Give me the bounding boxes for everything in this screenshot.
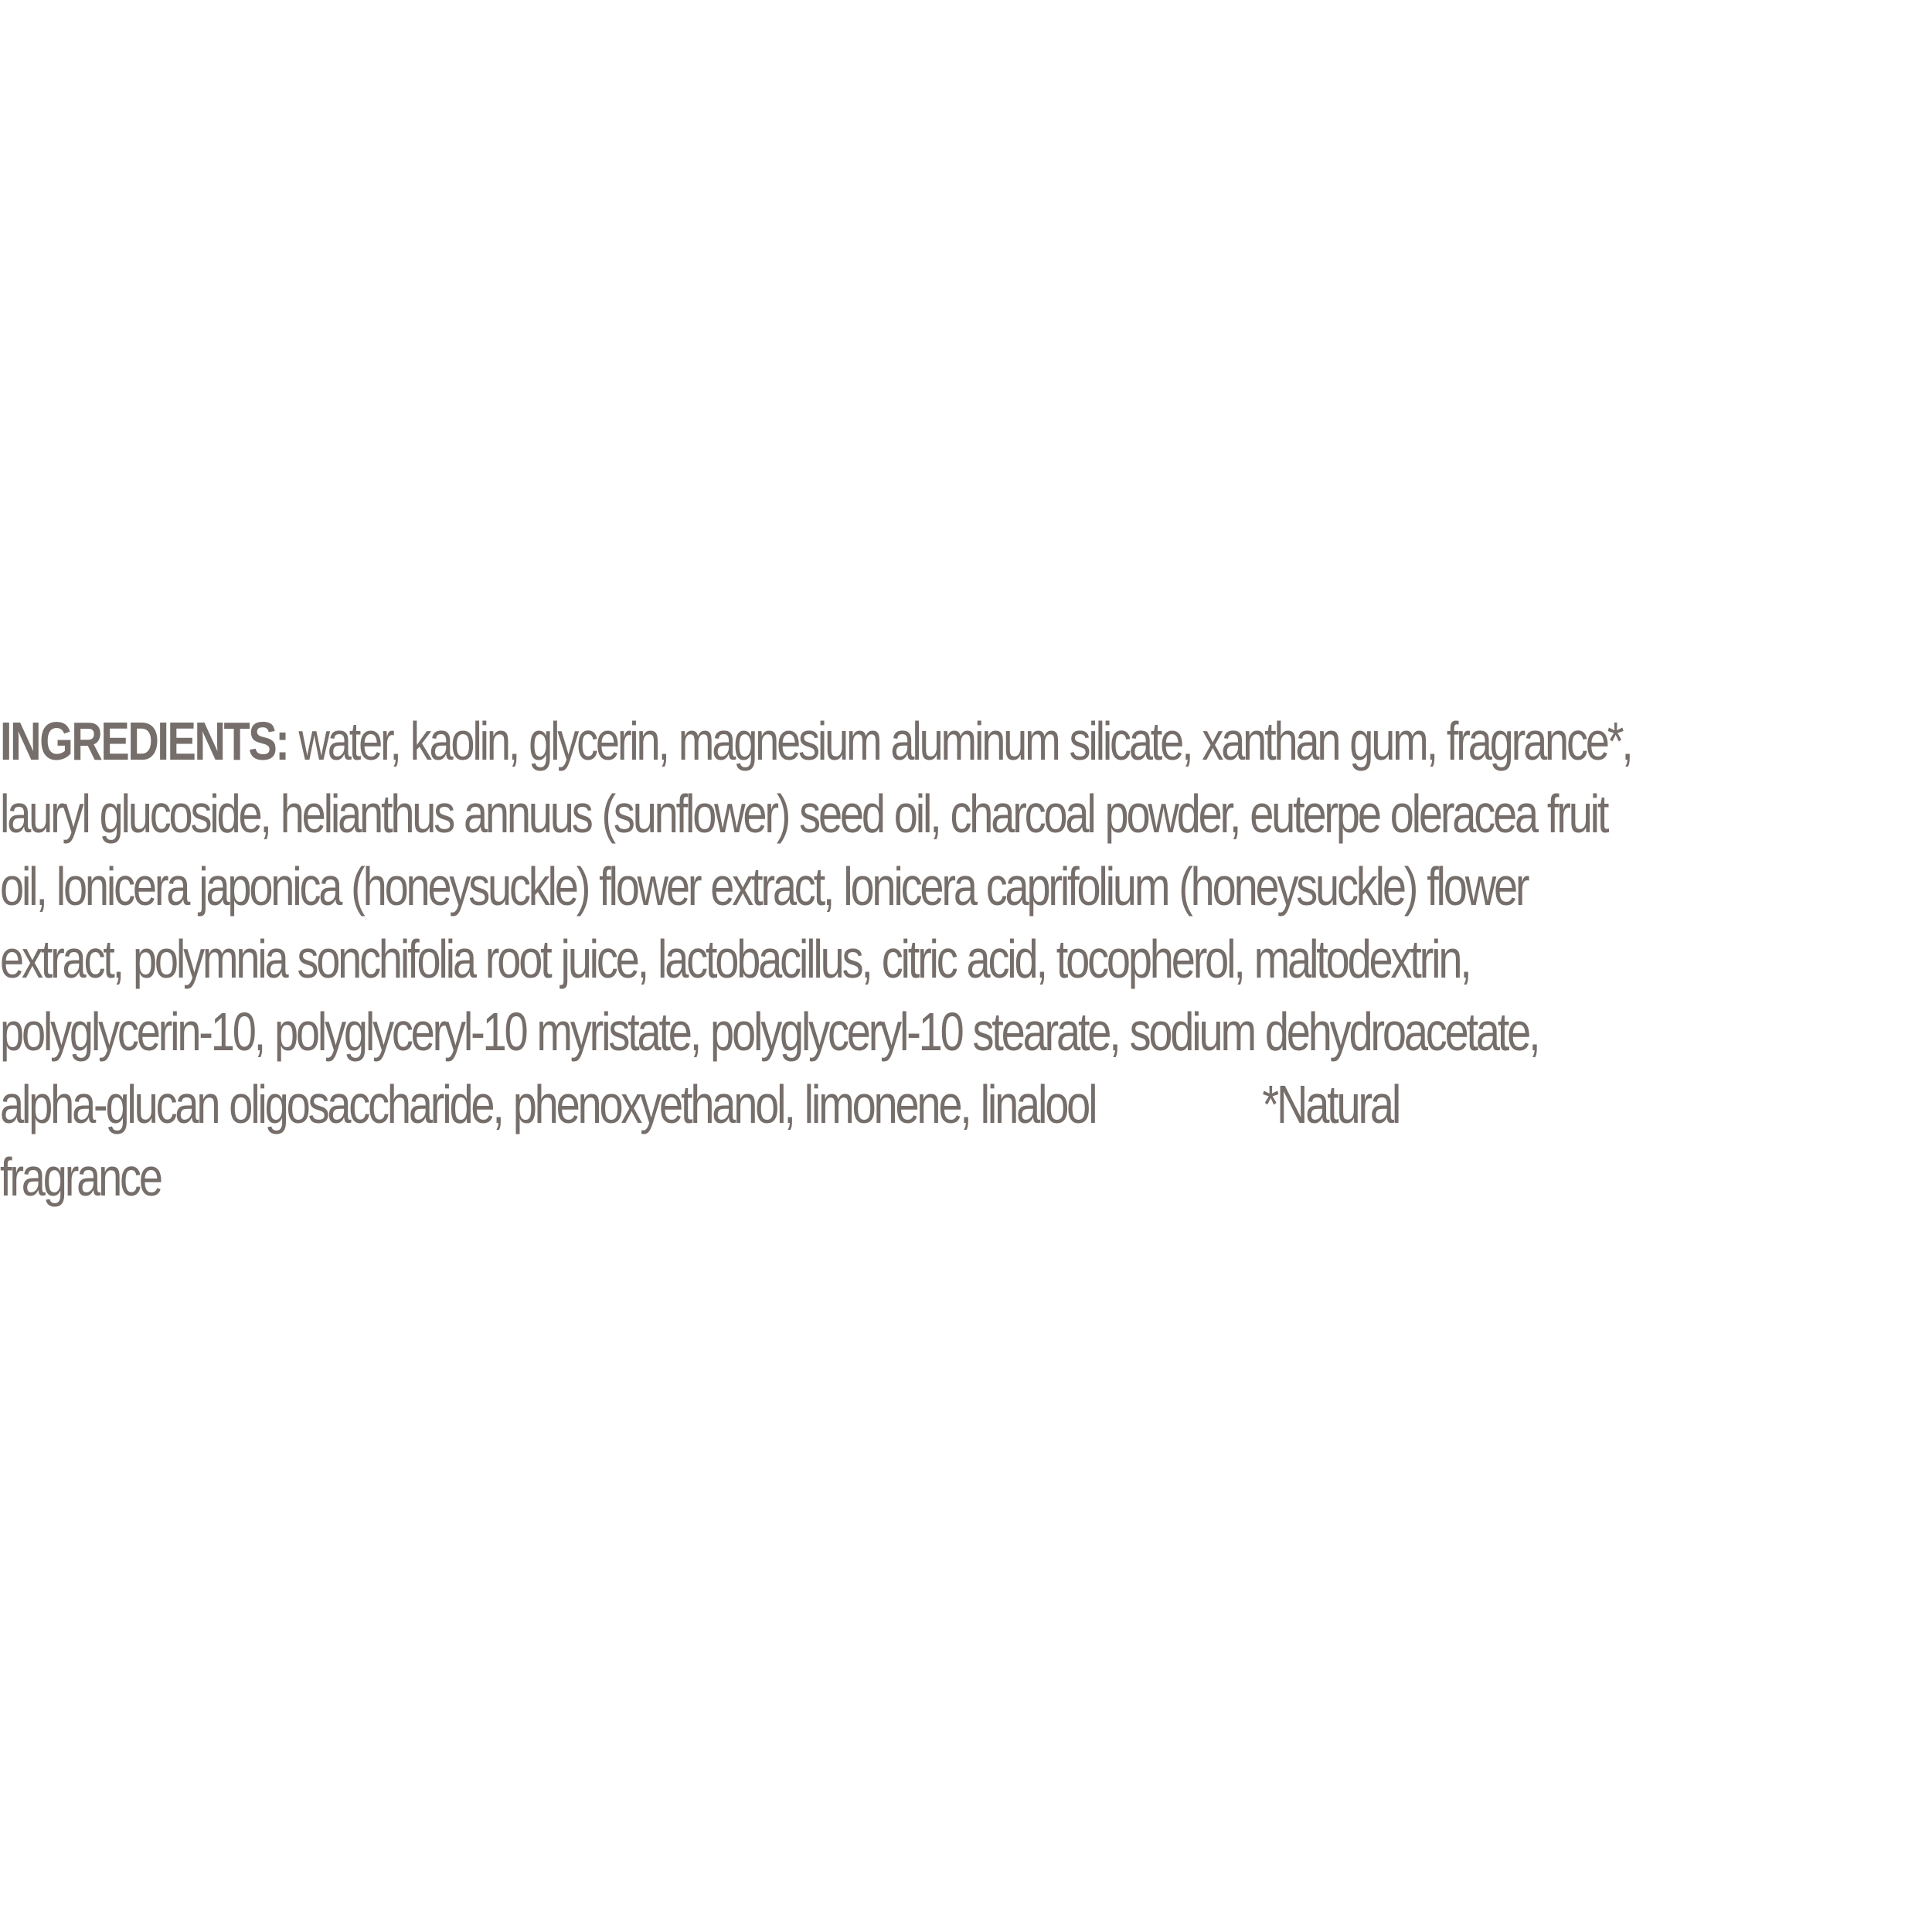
ingredients-text-1: water, kaolin, glycerin, magnesium aluminum silicate, xanthan gum, fragrance*, [287, 711, 1631, 771]
ingredients-line-5 [0, 995, 1546, 1068]
ingredients-line-7 [0, 1141, 1546, 1213]
ingredients-text-4: extract, polymnia sonchifolia root juice, lactobacillus, citric acid, tocopherol, maltodextrin, [0, 929, 1470, 989]
ingredients-line-1 [0, 705, 1631, 777]
ingredients-line-6 [0, 1068, 1546, 1141]
ingredients-line-3 [0, 850, 1546, 923]
ingredients-text-6: alpha-glucan oligosaccharide, phenoxyethanol, limonene, linalool [0, 1074, 1096, 1134]
footnote-marker-text: *Natural [1262, 1074, 1400, 1134]
ingredients-label: INGREDIENTS: [0, 711, 288, 771]
ingredients-text-5: polyglycerin-10, polyglyceryl-10 myristate, polyglyceryl-10 stearate, sodium dehydroacetate, [0, 1002, 1539, 1062]
ingredients-line-4 [0, 923, 1546, 995]
footnote-text: fragrance [0, 1147, 161, 1207]
ingredients-line-2 [0, 777, 1607, 850]
ingredients-text-2: lauryl glucoside, helianthus annuus (sunflower) seed oil, charcoal powder, euterpe oleracea fruit [0, 784, 1607, 844]
ingredients-text-3: oil, lonicera japonica (honeysuckle) flower extract, lonicera caprifolium (honeysuckle) flower [0, 856, 1528, 917]
ingredients-panel [0, 705, 1631, 1213]
